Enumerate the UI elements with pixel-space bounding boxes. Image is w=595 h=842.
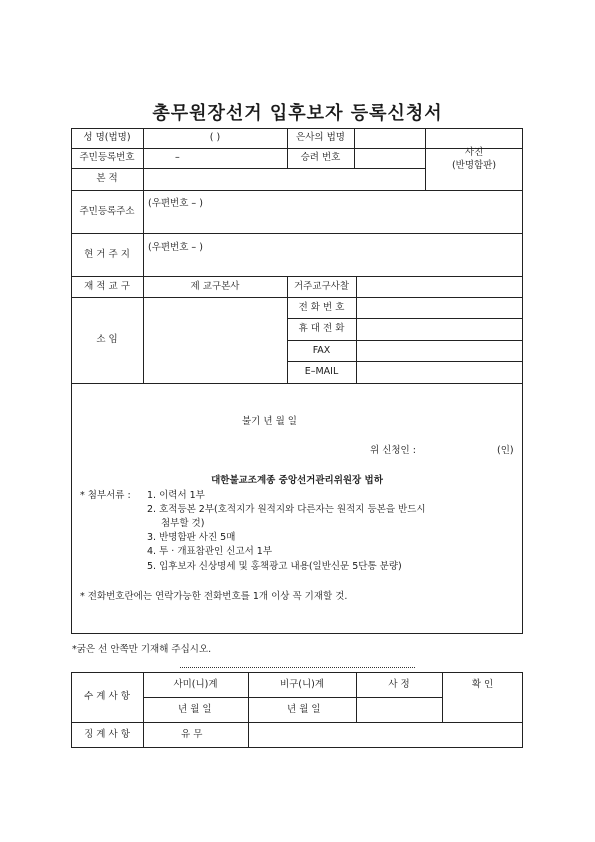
confirm-label: 확 인 [471, 679, 494, 690]
parish-label: 재 적 교 구 [84, 281, 130, 292]
applicant-label: 위 신청인 : [370, 445, 416, 456]
phone-field[interactable] [357, 298, 522, 317]
affiliation-field[interactable] [144, 298, 286, 382]
penalty-label: 징 계 사 항 [84, 729, 130, 740]
registered-address-postal[interactable]: (우편번호 – ) [148, 198, 203, 209]
fill-in-note: *굵은 선 안쪽만 기재해 주십시오. [72, 644, 212, 655]
bhikkhu-date-field[interactable]: 년 월 일 [287, 704, 321, 715]
mobile-label: 휴 대 전 화 [298, 323, 345, 334]
preceptor-label: 사 정 [388, 679, 410, 690]
monk-number-field[interactable] [355, 149, 424, 167]
attachment-item-4: 4. 투 · 개표참관인 신고서 1부 [147, 546, 272, 557]
dharma-name-field[interactable] [355, 129, 424, 147]
photo-label: 사진 [464, 147, 484, 158]
resident-parish-label: 거주교구사찰 [293, 281, 350, 292]
resident-parish-field[interactable] [357, 277, 522, 296]
mobile-field[interactable] [357, 319, 522, 339]
parish-field[interactable]: 제 교구본사 [190, 281, 240, 292]
affiliation-label: 소 임 [96, 334, 118, 345]
origin-field[interactable] [144, 169, 424, 189]
photo-note: (반명함판) [451, 160, 497, 171]
seal-mark: (인) [497, 445, 514, 456]
addressee: 대한불교조계종 중앙선거관리위원장 법하 [211, 475, 383, 486]
attachment-item-1: 1. 이력서 1부 [147, 490, 205, 501]
registered-address-label: 주민등록주소 [79, 206, 135, 217]
phone-note: * 전화번호란에는 연락가능한 전화번호를 1개 이상 꼭 기재할 것. [80, 591, 348, 602]
bhikkhu-precept-label: 비구(니)계 [279, 679, 325, 690]
sami-precept-label: 사미(니)계 [173, 679, 218, 690]
current-address-postal[interactable]: (우편번호 – ) [148, 242, 203, 253]
cut-line [180, 667, 415, 668]
name-label: 성 명(법명) [83, 132, 131, 143]
fax-field[interactable] [357, 341, 522, 360]
name-field[interactable]: ( ) [209, 132, 221, 143]
current-address-label: 현 거 주 지 [84, 249, 130, 260]
resident-number-label: 주민등록번호 [79, 152, 135, 163]
attachments-label: * 첨부서류 : [80, 490, 131, 501]
fax-label: FAX [312, 345, 331, 356]
preceptor-field[interactable] [357, 698, 441, 721]
email-field[interactable] [357, 362, 522, 382]
attachment-item-3: 3. 반명함판 사진 5매 [147, 532, 236, 543]
attachment-item-2-cont: 첨부할 것) [161, 518, 205, 529]
date-line: 불기 년 월 일 [242, 416, 297, 427]
discipline-label: 수 계 사 항 [84, 691, 130, 702]
attachment-item-5: 5. 입후보자 신상명세 및 홍책광고 내용(일반신문 5단통 분량) [147, 561, 402, 572]
resident-number-field[interactable]: – [175, 152, 180, 163]
form-title: 총무원장선거 입후보자 등록신청서 [152, 103, 443, 124]
monk-number-label: 승려 번호 [300, 152, 341, 163]
phone-label: 전 화 번 호 [298, 302, 345, 313]
origin-label: 본 적 [96, 173, 118, 184]
attachment-item-2: 2. 호적등본 2부(호적지가 원적지와 다른자는 원적지 등본을 반드시 [147, 504, 426, 515]
confirm-field[interactable] [443, 698, 522, 721]
penalty-field[interactable]: 유 무 [181, 729, 203, 740]
sami-date-field[interactable]: 년 월 일 [178, 704, 212, 715]
email-label: E–MAIL [304, 366, 339, 377]
dharma-name-label: 은사의 법명 [296, 132, 345, 143]
